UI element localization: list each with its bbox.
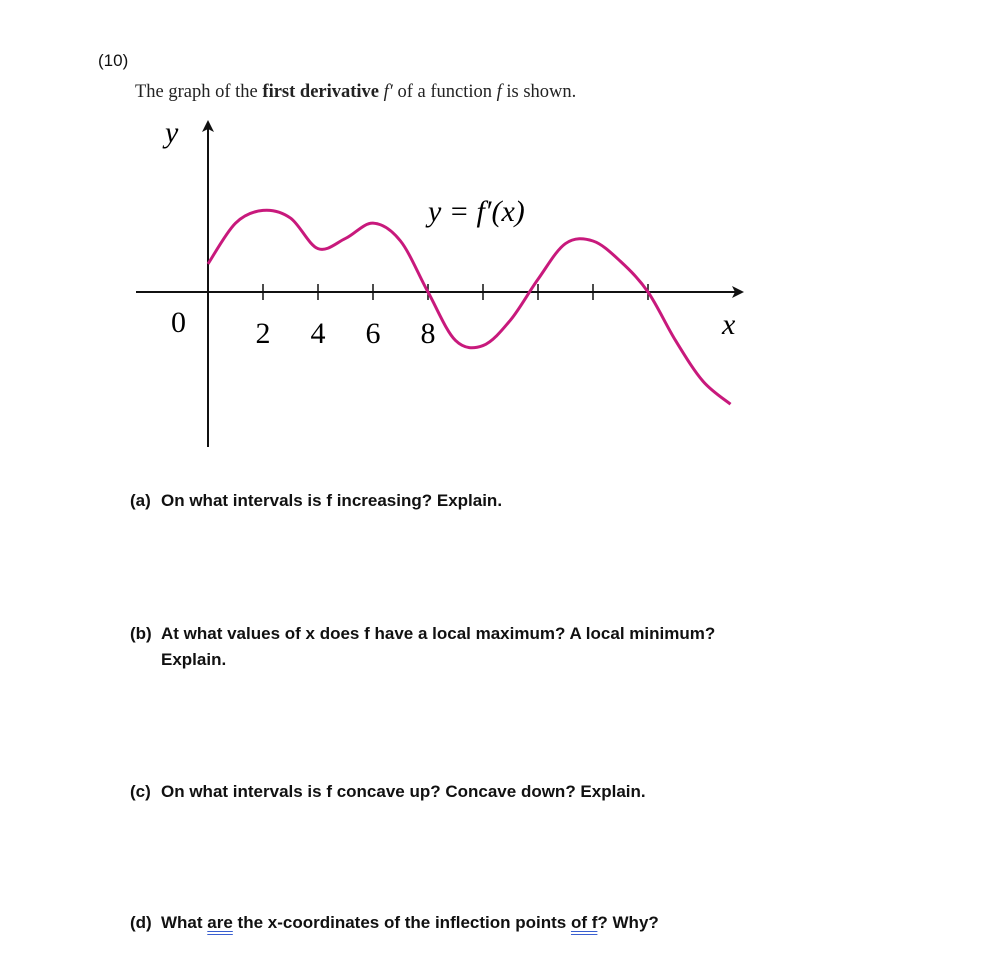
y-axis-label: y (165, 116, 179, 149)
derivative-curve (208, 210, 731, 404)
tick-label-8: 8 (420, 317, 436, 350)
intro-symbol: f′ (383, 82, 393, 102)
intro-suffix: is shown. (506, 82, 577, 102)
question-b (130, 624, 715, 644)
problem-number: (10) (98, 51, 129, 70)
question-c-text: On what intervals is f concave up? Concave down? Explain. (161, 782, 646, 801)
question-a-label: (a) (130, 491, 151, 510)
intro-f: f (496, 82, 502, 102)
question-d-label: (d) (130, 913, 152, 932)
intro-prefix: The graph of the (135, 82, 258, 102)
question-d (130, 913, 659, 933)
question-d-text-middle: the x-coordinates of the inflection points (237, 913, 567, 932)
question-d-text-after: ? Why? (597, 913, 659, 932)
question-c-label: (c) (130, 782, 151, 801)
question-d-underlined-are: are (207, 913, 233, 932)
question-d-underlined-of-f: of f (570, 913, 598, 932)
tick-label-2: 2 (255, 317, 271, 350)
x-axis-label: x (722, 308, 736, 341)
question-d-text-before: What (161, 913, 203, 932)
question-b-text-continued: Explain. (161, 650, 227, 669)
question-b-text: At what values of x does f have a local maximum? A local minimum? (161, 624, 716, 643)
question-a-text: On what intervals is f increasing? Explain. (161, 491, 503, 510)
intro-middle: of a function (397, 82, 492, 102)
intro-bold-term: first derivative (262, 82, 380, 102)
tick-label-4: 4 (310, 317, 326, 350)
tick-label-6: 6 (365, 317, 381, 350)
curve-label: y = f′(x) (428, 195, 525, 228)
derivative-graph (0, 0, 990, 470)
question-b-label: (b) (130, 624, 152, 643)
origin-label: 0 (171, 306, 186, 339)
question-a (130, 491, 502, 511)
question-c (130, 782, 646, 802)
